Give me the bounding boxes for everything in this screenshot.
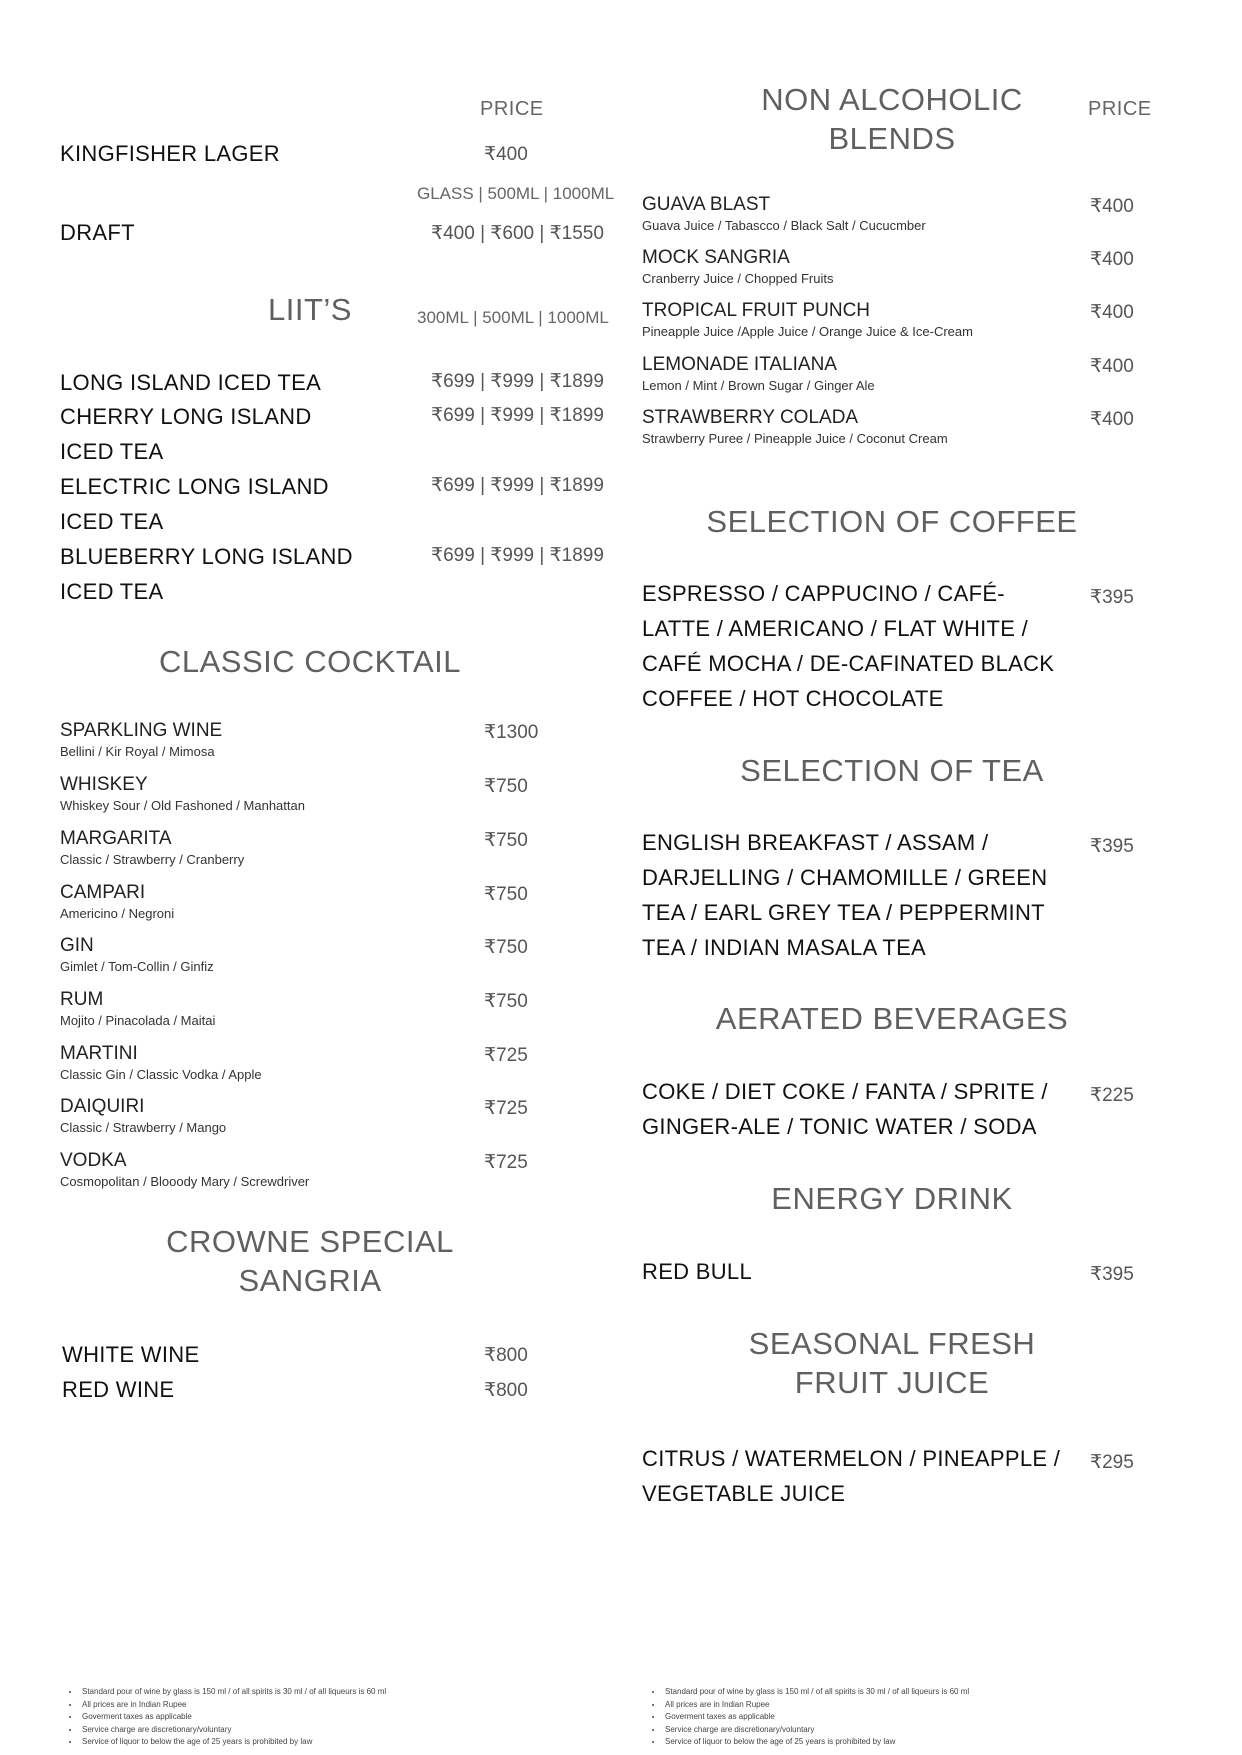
non-alcoholic-section-title (692, 80, 1092, 158)
cocktail-1-name: SPARKLING WINE (60, 720, 223, 741)
cocktail-9-price: ₹725 (484, 1152, 528, 1173)
blend-1-desc: Guava Juice / Tabascco / Black Salt / Cucucmber (642, 218, 926, 233)
blend-5-desc: Strawberry Puree / Pineapple Juice / Coconut Cream (642, 431, 948, 446)
cocktail-5-name: GIN (60, 935, 94, 956)
liit-2-name: CHERRY LONG ISLAND (60, 404, 312, 429)
blend-2-name: MOCK SANGRIA (642, 247, 790, 268)
blend-4-price: ₹400 (1090, 356, 1134, 377)
blend-3-name: TROPICAL FRUIT PUNCH (642, 300, 871, 321)
cocktail-9-name: VODKA (60, 1150, 127, 1171)
liits-size-header: 300ML | 500ML | 1000ML (417, 308, 609, 327)
blend-1-price: ₹400 (1090, 196, 1134, 217)
footer-note: • All prices are in Indian Rupee (80, 1699, 386, 1712)
footer-note: • Standard pour of wine by glass is 150 ml / of all spirits is 30 ml / of all liqueurs is 60 ml (663, 1686, 969, 1699)
blend-2-price: ₹400 (1090, 249, 1134, 270)
footer-note: • Service charge are discretionary/voluntary (80, 1724, 386, 1737)
blend-3-price: ₹400 (1090, 302, 1134, 323)
cocktail-5-price: ₹750 (484, 937, 528, 958)
liit-4-price: ₹699 | ₹999 | ₹1899 (431, 545, 604, 566)
blend-2-desc: Cranberry Juice / Chopped Fruits (642, 271, 834, 286)
blend-4-desc: Lemon / Mint / Brown Sugar / Ginger Ale (642, 378, 875, 393)
classic-cocktail-section-title: CLASSIC COCKTAIL (158, 644, 461, 679)
sangria-1-price: ₹800 (484, 1345, 528, 1366)
cocktail-4-name: CAMPARI (60, 882, 146, 903)
cocktail-3-price: ₹750 (484, 830, 528, 851)
non-alcoholic-title-line-2: BLENDS (828, 121, 956, 156)
kingfisher-name: KINGFISHER LAGER (60, 141, 280, 166)
coffee-price: ₹395 (1090, 587, 1134, 608)
price-header-right: PRICE (1088, 98, 1152, 120)
sangria-section-title (110, 1222, 510, 1300)
cocktail-8-desc: Classic / Strawberry / Mango (60, 1120, 227, 1135)
footer-note: • Service of liquor to below the age of 25 years is prohibited by law (663, 1736, 969, 1749)
juice-list: CITRUS / WATERMELON / PINEAPPLE / VEGETABLE JUICE (642, 1446, 1061, 1506)
energy-section-title: ENERGY DRINK (771, 1181, 1013, 1216)
liit-3-name: ELECTRIC LONG ISLAND (60, 474, 329, 499)
aerated-section-title: AERATED BEVERAGES (715, 1001, 1069, 1036)
sangria-title-line-2: SANGRIA (238, 1263, 382, 1298)
liit-1-name: LONG ISLAND ICED TEA (60, 370, 322, 395)
footer-note: • Standard pour of wine by glass is 150 ml / of all spirits is 30 ml / of all liqueurs is 60 ml (80, 1686, 386, 1699)
juice-price: ₹295 (1090, 1452, 1134, 1473)
footer-note: • Service charge are discretionary/voluntary (663, 1724, 969, 1737)
tea-price: ₹395 (1090, 836, 1134, 857)
cocktail-5-desc: Gimlet / Tom-Collin / Ginfiz (60, 959, 214, 974)
footer-notes-right (645, 1686, 969, 1749)
cocktail-1-desc: Bellini / Kir Royal / Mimosa (60, 744, 215, 759)
price-header-left: PRICE (480, 98, 544, 120)
cocktail-3-desc: Classic / Strawberry / Cranberry (60, 852, 245, 867)
draft-price: ₹400 | ₹600 | ₹1550 (431, 223, 604, 244)
aerated-price: ₹225 (1090, 1085, 1134, 1106)
cocktail-1-price: ₹1300 (484, 722, 539, 743)
cocktail-8-name: DAIQUIRI (60, 1096, 145, 1117)
liit-4-name-cont: ICED TEA (60, 579, 164, 604)
juice-title-line-2: FRUIT JUICE (794, 1365, 990, 1400)
cocktail-7-name: MARTINI (60, 1043, 138, 1064)
juice-section-title (692, 1324, 1092, 1402)
blend-5-price: ₹400 (1090, 409, 1134, 430)
cocktail-2-desc: Whiskey Sour / Old Fashoned / Manhattan (60, 798, 305, 813)
blend-4-name: LEMONADE ITALIANA (642, 354, 837, 375)
coffee-list: ESPRESSO / CAPPUCINO / CAFÉ-LATTE / AMERICANO / FLAT WHITE / CAFÉ MOCHA / DE-CAFINATED BLACK COFFEE / HOT CHOCOLATE (642, 581, 1055, 711)
cocktail-6-name: RUM (60, 989, 104, 1010)
blend-1-name: GUAVA BLAST (642, 194, 771, 215)
blend-3-desc: Pineapple Juice /Apple Juice / Orange Juice & Ice-Cream (642, 324, 973, 339)
liit-4-name: BLUEBERRY LONG ISLAND (60, 544, 353, 569)
kingfisher-price: ₹400 (484, 144, 528, 165)
cocktail-2-price: ₹750 (484, 776, 528, 797)
sangria-1-name: WHITE WINE (62, 1342, 200, 1367)
liit-2-price: ₹699 | ₹999 | ₹1899 (431, 405, 604, 426)
draft-size-header: GLASS | 500ML | 1000ML (417, 184, 615, 203)
footer-notes-left (62, 1686, 386, 1749)
liit-3-name-cont: ICED TEA (60, 509, 164, 534)
footer-note: • Service of liquor to below the age of 25 years is prohibited by law (80, 1736, 386, 1749)
liit-2-name-cont: ICED TEA (60, 439, 164, 464)
coffee-section-title: SELECTION OF COFFEE (706, 504, 1078, 539)
energy-price: ₹395 (1090, 1264, 1134, 1285)
cocktail-9-desc: Cosmopolitan / Blooody Mary / Screwdriver (60, 1174, 310, 1189)
blend-5-name: STRAWBERRY COLADA (642, 407, 859, 428)
aerated-list: COKE / DIET COKE / FANTA / SPRITE / GINGER-ALE / TONIC WATER / SODA (642, 1079, 1048, 1139)
cocktail-4-price: ₹750 (484, 884, 528, 905)
cocktail-6-desc: Mojito / Pinacolada / Maitai (60, 1013, 216, 1028)
footer-note: • Goverment taxes as applicable (80, 1711, 386, 1724)
liit-3-price: ₹699 | ₹999 | ₹1899 (431, 475, 604, 496)
cocktail-8-price: ₹725 (484, 1098, 528, 1119)
tea-list: ENGLISH BREAKFAST / ASSAM / DARJELLING / CHAMOMILLE / GREEN TEA / EARL GREY TEA / PEPPERMINT TEA / INDIAN MASALA TEA (642, 830, 1048, 960)
cocktail-6-price: ₹750 (484, 991, 528, 1012)
cocktail-7-price: ₹725 (484, 1045, 528, 1066)
cocktail-3-name: MARGARITA (60, 828, 172, 849)
liits-section-title: LIIT’S (268, 292, 352, 327)
footer-note: • All prices are in Indian Rupee (663, 1699, 969, 1712)
footer-note: • Goverment taxes as applicable (663, 1711, 969, 1724)
non-alcoholic-title-line-1: NON ALCOHOLIC (761, 82, 1023, 117)
draft-name: DRAFT (60, 220, 135, 245)
sangria-title-line-1: CROWNE SPECIAL (166, 1224, 454, 1259)
cocktail-4-desc: Americino / Negroni (60, 906, 175, 921)
sangria-2-price: ₹800 (484, 1380, 528, 1401)
energy-item: RED BULL (642, 1259, 752, 1284)
liit-1-price: ₹699 | ₹999 | ₹1899 (431, 371, 604, 392)
cocktail-2-name: WHISKEY (60, 774, 148, 795)
cocktail-7-desc: Classic Gin / Classic Vodka / Apple (60, 1067, 262, 1082)
sangria-2-name: RED WINE (62, 1377, 175, 1402)
tea-section-title: SELECTION OF TEA (740, 753, 1044, 788)
juice-title-line-1: SEASONAL FRESH (748, 1326, 1036, 1361)
